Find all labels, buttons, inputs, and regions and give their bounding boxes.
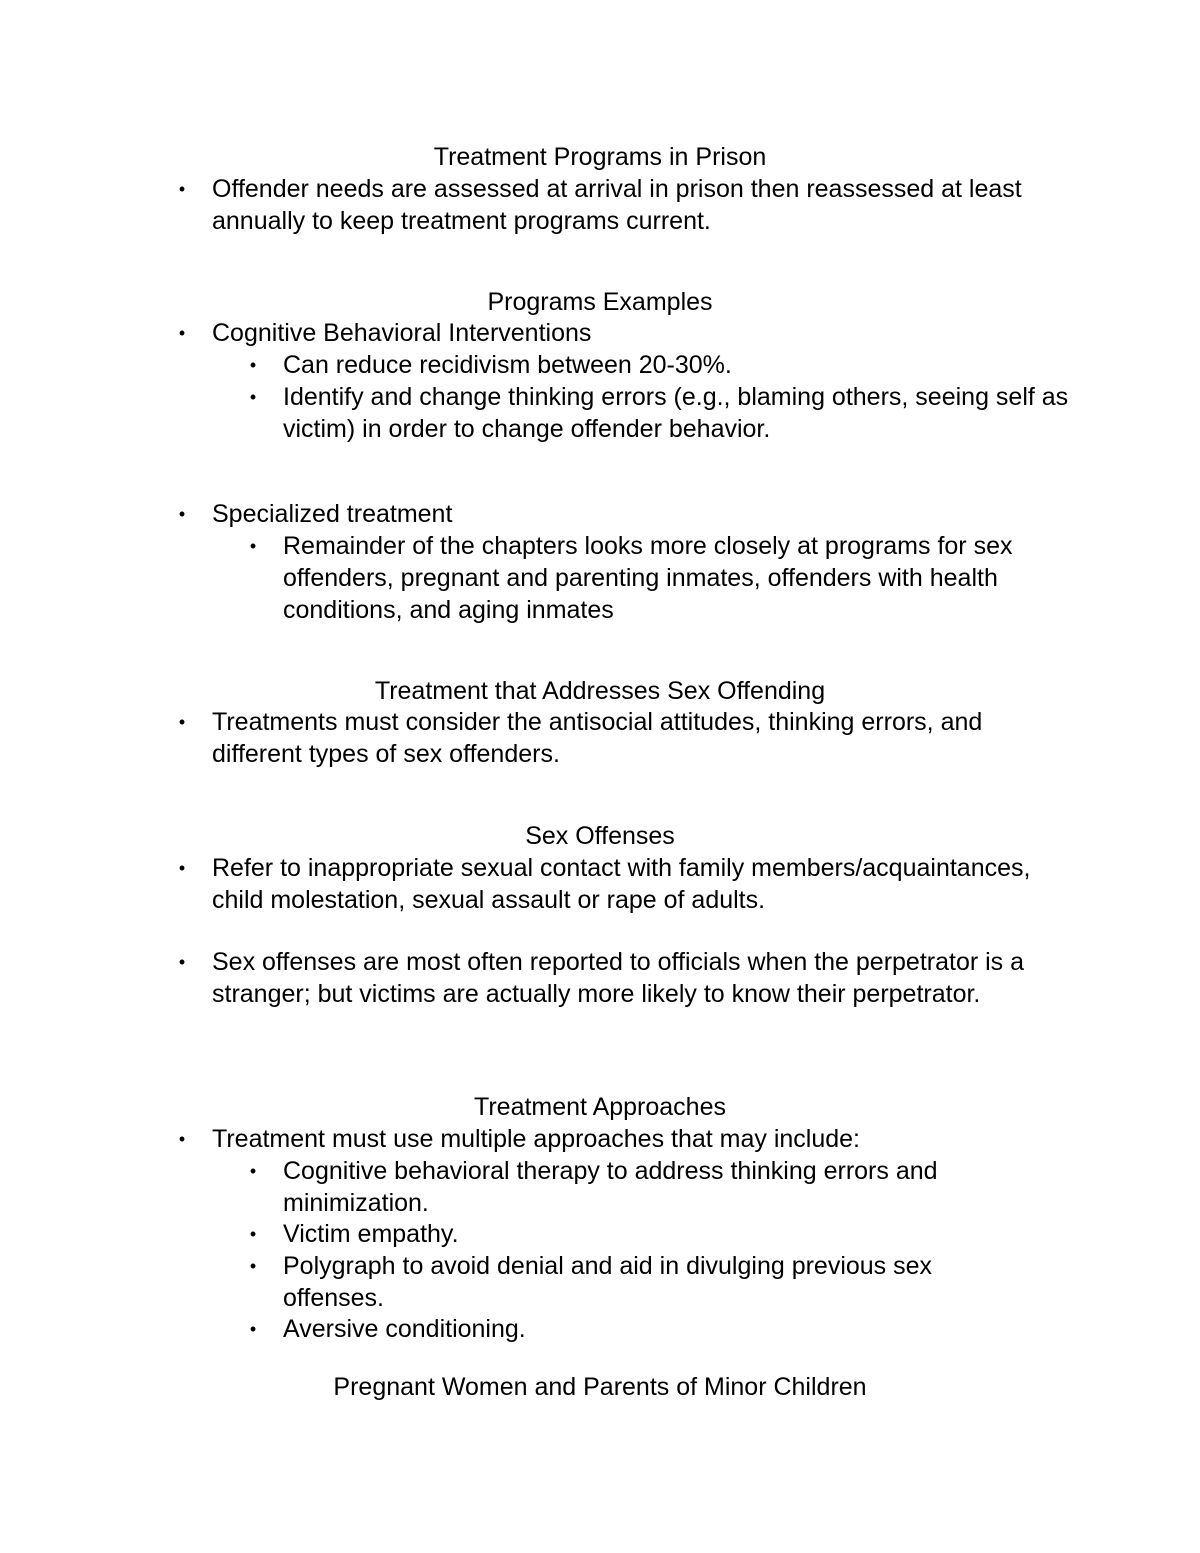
sub-bullet-text: Cognitive behavioral therapy to address thinking errors and minimization. (283, 1157, 938, 1217)
bullet-icon: • (249, 1256, 257, 1276)
bullet-text: Cognitive Behavioral Interventions (212, 319, 592, 347)
bullet-icon: • (178, 1129, 186, 1149)
sub-bullet-text: Can reduce recidivism between 20-30%. (283, 351, 732, 379)
bullet-icon: • (178, 323, 186, 343)
bullet-icon: • (249, 1224, 257, 1244)
heading-sex-offenses: Sex Offenses (525, 822, 675, 850)
sub-bullet-text: Polygraph to avoid denial and aid in divulging previous sex offenses. (283, 1252, 933, 1312)
bullet-icon: • (249, 1319, 257, 1339)
sub-bullet-text: Remainder of the chapters looks more closely at programs for sex offenders, pregnant and parenting inmates, offenders with health conditions, and aging inmates (283, 532, 1013, 624)
bullet-icon: • (249, 1161, 257, 1181)
bullet-text: Refer to inappropriate sexual contact with family members/acquaintances, child molestation, sexual assault or rape of adults. (212, 854, 1031, 914)
bullet-icon: • (178, 952, 186, 972)
bullet-text: Offender needs are assessed at arrival in prison then reassessed at least annually to keep treatment programs current. (212, 175, 1022, 235)
bullet-icon: • (178, 179, 186, 199)
bullet-text: Treatment must use multiple approaches that may include: (212, 1125, 860, 1153)
bullet-icon: • (178, 712, 186, 732)
bullet-icon: • (249, 387, 257, 407)
bullet-text: Treatments must consider the antisocial attitudes, thinking errors, and different types of sex offenders. (212, 708, 983, 768)
heading-pregnant-women: Pregnant Women and Parents of Minor Children (333, 1373, 867, 1401)
sub-bullet-text: Victim empathy. (283, 1220, 459, 1248)
bullet-icon: • (178, 504, 186, 524)
sub-bullet-text: Aversive conditioning. (283, 1315, 526, 1343)
bullet-text: Specialized treatment (212, 500, 453, 528)
bullet-icon: • (249, 536, 257, 556)
bullet-icon: • (178, 858, 186, 878)
bullet-icon: • (249, 355, 257, 375)
heading-programs-examples: Programs Examples (487, 288, 713, 316)
sub-bullet-text: Identify and change thinking errors (e.g., blaming others, seeing self as victim) in order to change offender behavior. (283, 383, 1069, 443)
bullet-text: Sex offenses are most often reported to officials when the perpetrator is a stranger; but victims are actually more likely to know their perpetrator. (212, 948, 1025, 1008)
heading-treatment-programs: Treatment Programs in Prison (433, 143, 767, 171)
heading-sex-offending: Treatment that Addresses Sex Offending (374, 677, 826, 705)
heading-treatment-approaches: Treatment Approaches (474, 1093, 726, 1121)
